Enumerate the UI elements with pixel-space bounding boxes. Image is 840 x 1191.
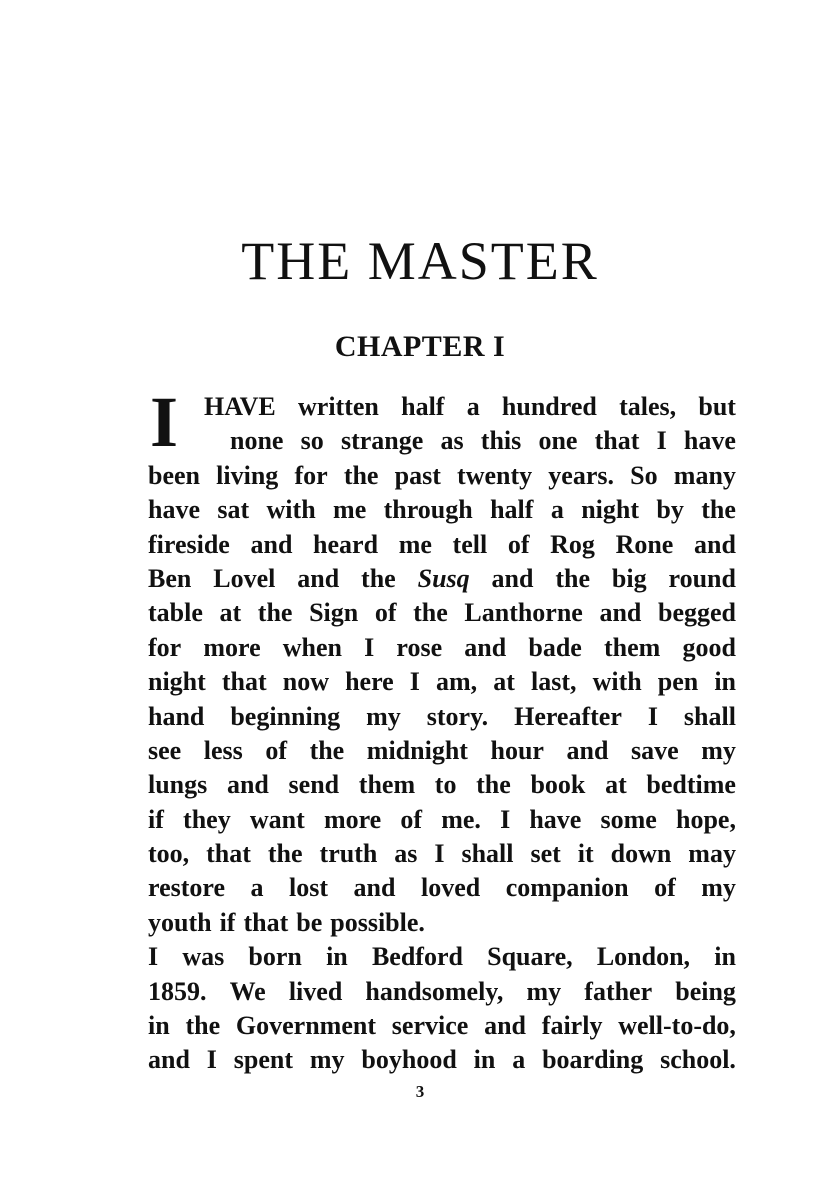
word: see	[148, 735, 182, 765]
word: truth	[319, 839, 378, 869]
word: was	[182, 942, 225, 972]
word: my	[526, 976, 562, 1006]
word: of	[400, 804, 423, 834]
word: service	[391, 1011, 469, 1041]
word: at	[493, 667, 515, 697]
word: born	[248, 942, 302, 972]
word: me.	[441, 804, 481, 834]
word: fireside	[148, 529, 230, 559]
word: school.	[660, 1045, 736, 1075]
word: none	[230, 426, 284, 456]
word: being	[675, 976, 736, 1006]
word: boyhood	[361, 1045, 457, 1075]
word: and	[566, 735, 609, 765]
word: companion	[505, 873, 629, 903]
word: hand	[148, 701, 205, 731]
word: lungs	[148, 770, 208, 800]
word: Lovel	[213, 563, 276, 593]
text-line	[148, 459, 736, 493]
word: many	[673, 460, 736, 490]
word: bade	[528, 632, 582, 662]
word: want	[249, 804, 305, 834]
word: the	[361, 563, 396, 593]
word: the	[476, 770, 511, 800]
word: Rone	[615, 529, 674, 559]
word: here	[345, 667, 394, 697]
word: of	[374, 598, 397, 628]
word: heard	[313, 529, 379, 559]
word: as	[394, 839, 418, 869]
word: them	[358, 770, 416, 800]
word: may	[688, 839, 736, 869]
word: beginning	[230, 701, 341, 731]
text-line	[148, 596, 736, 630]
word: in	[714, 667, 736, 697]
word: and	[148, 1045, 190, 1075]
word: them	[603, 632, 661, 662]
text-line	[148, 1009, 736, 1043]
word: when	[282, 632, 343, 662]
text-line	[148, 734, 736, 768]
word: the	[257, 598, 293, 628]
word: last,	[530, 667, 577, 697]
text-line	[148, 390, 736, 424]
word: restore	[148, 873, 225, 903]
word: by	[656, 495, 684, 525]
word: I	[647, 701, 658, 731]
word: big	[611, 563, 647, 593]
word: and	[464, 632, 507, 662]
word: I	[434, 839, 445, 869]
word: with	[592, 667, 642, 697]
word: Bedford	[371, 942, 463, 972]
word: tales,	[619, 392, 677, 421]
word: loved	[420, 873, 481, 903]
word: I	[206, 1045, 217, 1075]
word: with	[266, 495, 316, 525]
word: too,	[148, 839, 190, 869]
word: round	[668, 563, 736, 593]
text-line	[148, 493, 736, 527]
word: the	[185, 1011, 221, 1041]
body-text	[148, 390, 736, 1078]
word: to	[434, 770, 457, 800]
word: a	[250, 873, 264, 903]
word: set	[530, 839, 561, 869]
word: pen	[657, 667, 699, 697]
word: me	[398, 529, 432, 559]
word: London,	[596, 942, 691, 972]
word: my	[309, 1045, 345, 1075]
word: possible.	[330, 907, 425, 937]
word: past	[394, 460, 441, 490]
word: of	[265, 735, 287, 765]
word: I	[500, 804, 511, 834]
word: Sign	[309, 598, 359, 628]
word: at	[605, 770, 627, 800]
word: a	[512, 1045, 526, 1075]
word: in	[148, 1011, 170, 1041]
word: of	[507, 529, 530, 559]
word: tell	[452, 529, 488, 559]
word: written	[298, 392, 379, 421]
word: Susq	[417, 563, 470, 593]
word: down	[610, 839, 672, 869]
paragraph-1-lines	[148, 459, 736, 906]
word: the	[413, 598, 448, 628]
word: half	[490, 495, 534, 525]
word: now	[282, 667, 329, 697]
word: one	[538, 426, 578, 456]
word: book	[530, 770, 586, 800]
word: so	[300, 426, 324, 456]
word: more	[203, 632, 261, 662]
word: years.	[548, 460, 614, 490]
word: Square,	[487, 942, 573, 972]
word: and	[491, 563, 534, 593]
word: We	[229, 976, 266, 1006]
word: lost	[289, 873, 329, 903]
text-line	[148, 528, 736, 562]
word: am,	[435, 667, 478, 697]
word: if	[148, 804, 164, 834]
text-line	[148, 803, 736, 837]
word: hour	[490, 735, 544, 765]
word: bedtime	[646, 770, 736, 800]
word: at	[219, 598, 242, 628]
word: for	[148, 632, 182, 662]
text-line	[148, 700, 736, 734]
word: as	[440, 426, 464, 456]
word: I	[148, 942, 159, 972]
word: been	[148, 460, 200, 490]
word: and	[599, 598, 642, 628]
word: and	[484, 1011, 527, 1041]
word: strange	[340, 426, 424, 456]
text-line	[148, 837, 736, 871]
word: if	[219, 907, 236, 937]
word: living	[216, 460, 279, 490]
word: save	[631, 735, 679, 765]
word: Ben	[148, 563, 192, 593]
word: well-to-do,	[618, 1011, 736, 1041]
word: they	[183, 804, 231, 834]
word: story.	[426, 701, 489, 731]
word: boarding	[542, 1045, 644, 1075]
word: in	[714, 942, 736, 972]
text-line	[148, 665, 736, 699]
chapter-heading: CHAPTER I	[334, 330, 506, 363]
word: have	[683, 426, 736, 456]
word: Rog	[550, 529, 595, 559]
word: 1859.	[148, 976, 207, 1006]
drop-cap: I	[150, 382, 179, 462]
word: my	[701, 873, 736, 903]
word: table	[148, 598, 203, 628]
text-line	[148, 631, 736, 665]
word: some	[600, 804, 657, 834]
word: that	[206, 839, 251, 869]
word: in	[326, 942, 348, 972]
word: a	[466, 392, 480, 421]
word: it	[577, 839, 594, 869]
word: have	[148, 495, 200, 525]
word: a	[550, 495, 564, 525]
text-line	[148, 1043, 736, 1077]
word: Government	[235, 1011, 377, 1041]
word: the	[555, 563, 591, 593]
word: So	[630, 460, 658, 490]
word: shall	[461, 839, 514, 869]
word: Hereafter	[514, 701, 622, 731]
word: in	[473, 1045, 496, 1075]
word: youth	[148, 907, 212, 937]
word: more	[323, 804, 382, 834]
word: midnight	[366, 735, 468, 765]
word: begged	[658, 598, 736, 628]
word: be	[296, 907, 323, 937]
word: that	[594, 426, 640, 456]
word: HAVE	[204, 392, 276, 421]
text-line	[148, 424, 736, 458]
word: for	[294, 460, 328, 490]
word: and	[297, 563, 340, 593]
text-line	[148, 940, 736, 974]
word: me	[333, 495, 367, 525]
word: my	[366, 701, 401, 731]
page-number: 3	[415, 1082, 425, 1101]
word: this	[480, 426, 522, 456]
word: through	[383, 495, 473, 525]
word: and	[250, 529, 293, 559]
book-title: THE MASTER	[241, 231, 599, 291]
text-line	[148, 871, 736, 905]
word: send	[288, 770, 340, 800]
word: sat	[217, 495, 250, 525]
word: hope,	[675, 804, 736, 834]
word: fairly	[541, 1011, 603, 1041]
word: spent	[233, 1045, 294, 1075]
text-line	[148, 906, 736, 940]
word: rose	[396, 632, 443, 662]
word: night	[148, 667, 206, 697]
word: and	[693, 529, 736, 559]
word: have	[529, 804, 582, 834]
text-line	[148, 562, 736, 596]
word: of	[654, 873, 676, 903]
word: handsomely,	[365, 976, 504, 1006]
word: I	[656, 426, 667, 456]
word: the	[701, 495, 736, 525]
word: and	[353, 873, 396, 903]
word: but	[698, 392, 736, 421]
word: twenty	[457, 460, 533, 490]
word: shall	[683, 701, 736, 731]
text-line	[148, 975, 736, 1009]
word: the	[267, 839, 303, 869]
word: half	[401, 392, 445, 421]
word: that	[243, 907, 289, 937]
word: good	[682, 632, 736, 662]
paragraph-2-lines	[148, 940, 736, 1078]
word: the	[343, 460, 379, 490]
word: and	[226, 770, 269, 800]
word: less	[203, 735, 243, 765]
word: my	[701, 735, 736, 765]
word: Lanthorne	[464, 598, 583, 628]
word: hundred	[501, 392, 597, 421]
word: I	[409, 667, 420, 697]
word: I	[364, 632, 375, 662]
word: the	[309, 735, 345, 765]
word: that	[221, 667, 267, 697]
word: father	[584, 976, 653, 1006]
word: night	[581, 495, 639, 525]
word: lived	[288, 976, 343, 1006]
text-line	[148, 768, 736, 802]
